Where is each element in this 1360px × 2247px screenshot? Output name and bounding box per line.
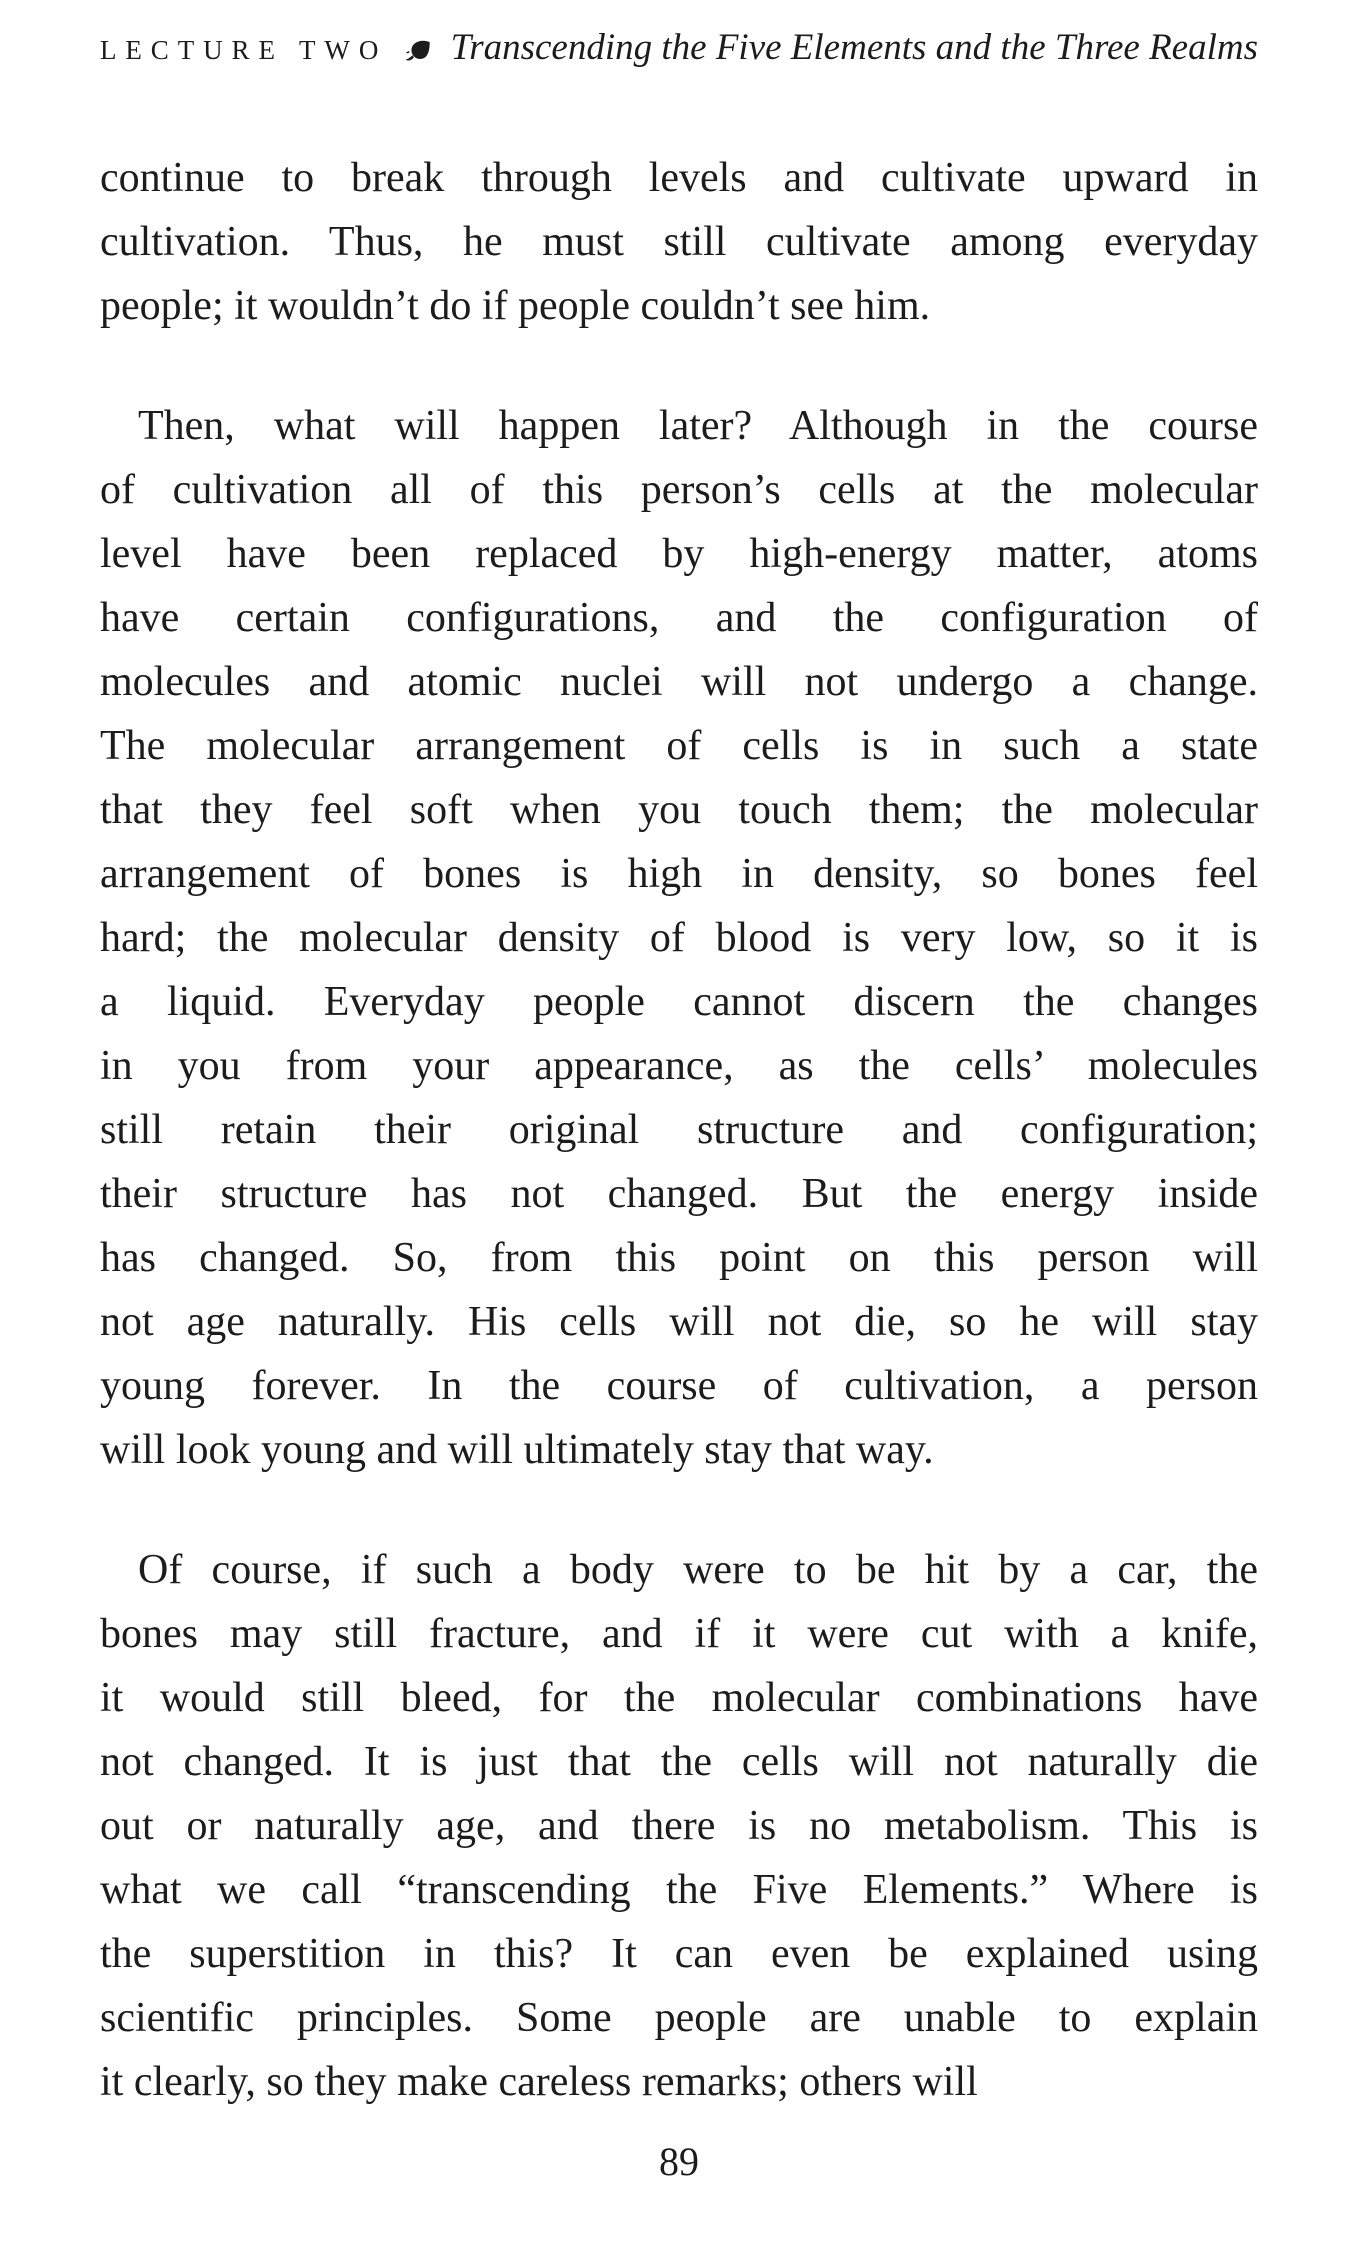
text-line: that they feel soft when you touch them; the molecular xyxy=(100,787,1258,833)
text-line: not changed. It is just that the cells will not naturally die xyxy=(100,1739,1258,1785)
text-line: young forever. In the course of cultivation, a person xyxy=(100,1363,1258,1409)
text-line: hard; the molecular density of blood is very low, so it is xyxy=(100,915,1258,961)
text-line: it would still bleed, for the molecular combinations have xyxy=(100,1675,1258,1721)
running-header xyxy=(100,26,1258,68)
text-line: out or naturally age, and there is no metabolism. This is xyxy=(100,1803,1258,1849)
chapter-title: Transcending the Five Elements and the Three Realms xyxy=(450,27,1258,68)
text-line: scientific principles. Some people are unable to explain xyxy=(100,1995,1258,2041)
text-line: will look young and will ultimately stay that way. xyxy=(100,1427,934,1473)
paragraph xyxy=(100,1538,1258,2114)
text-line: have certain configurations, and the configuration of xyxy=(100,595,1258,641)
text-line: of cultivation all of this person’s cells at the molecular xyxy=(100,467,1258,513)
section-label: LECTURE TWO xyxy=(100,35,388,65)
paragraph xyxy=(100,146,1258,338)
text-line: bones may still fracture, and if it were cut with a knife, xyxy=(100,1611,1258,1657)
text-line: people; it wouldn’t do if people couldn’t see him. xyxy=(100,283,931,329)
leaf-ornament-icon xyxy=(405,36,432,66)
page-footer xyxy=(100,2134,1258,2190)
text-line: a liquid. Everyday people cannot discern the changes xyxy=(100,979,1258,1025)
text-line: Of course, if such a body were to be hit by a car, the xyxy=(138,1547,1258,1593)
page-body xyxy=(100,146,1258,2114)
text-line: arrangement of bones is high in density, so bones feel xyxy=(100,851,1258,897)
text-line: not age naturally. His cells will not die, so he will stay xyxy=(100,1299,1258,1345)
text-line: what we call “transcending the Five Elements.” Where is xyxy=(100,1867,1258,1913)
text-line: still retain their original structure and configuration; xyxy=(100,1107,1258,1153)
paragraph xyxy=(100,394,1258,1482)
text-line: has changed. So, from this point on this person will xyxy=(100,1235,1258,1281)
text-line: the superstition in this? It can even be explained using xyxy=(100,1931,1258,1977)
text-line: Then, what will happen later? Although in the course xyxy=(138,403,1258,449)
text-line: The molecular arrangement of cells is in such a state xyxy=(100,723,1258,769)
text-line: in you from your appearance, as the cells’ molecules xyxy=(100,1043,1258,1089)
text-line: molecules and atomic nuclei will not undergo a change. xyxy=(100,659,1258,705)
text-line: level have been replaced by high-energy matter, atoms xyxy=(100,531,1258,577)
text-line: continue to break through levels and cultivate upward in xyxy=(100,155,1258,201)
text-line: their structure has not changed. But the energy inside xyxy=(100,1171,1258,1217)
text-line: cultivation. Thus, he must still cultivate among everyday xyxy=(100,219,1258,265)
page-number: 89 xyxy=(659,2139,699,2184)
text-line: it clearly, so they make careless remarks; others will xyxy=(100,2059,978,2105)
